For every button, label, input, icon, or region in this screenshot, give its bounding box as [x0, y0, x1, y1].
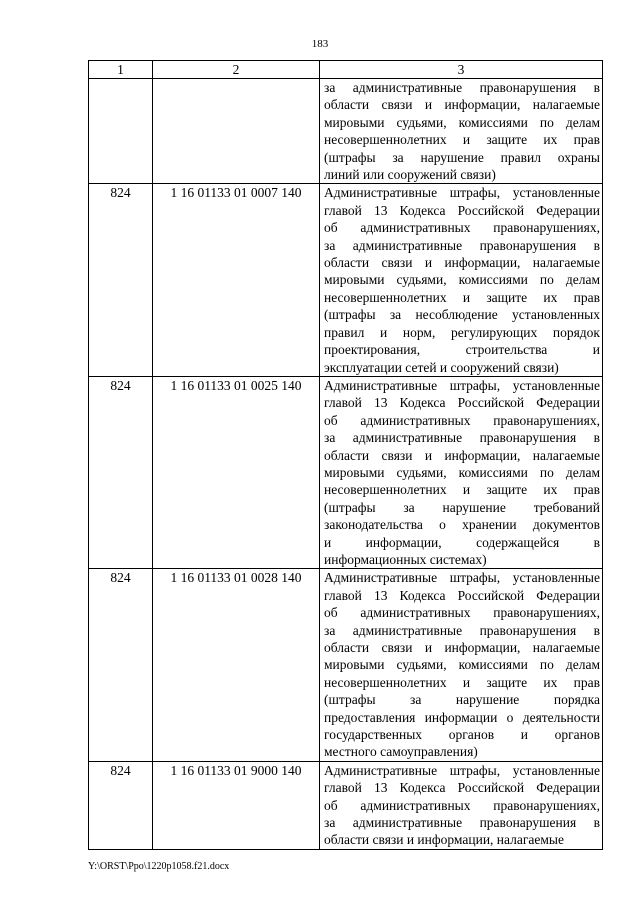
column-header: 1 [89, 61, 153, 79]
description-line: Административные штрафы, установленные [324, 570, 600, 586]
description-line: информационных системах) [324, 551, 487, 567]
table-header-row [89, 61, 603, 79]
description-line: мировыми судьями, комиссиями по делам [324, 657, 600, 673]
description-line: несовершеннолетних и защите их прав [324, 132, 600, 148]
table-body [89, 79, 603, 850]
description-cell [320, 761, 603, 849]
table-row [89, 184, 603, 376]
description-line: главой 13 Кодекса Российской Федерации [324, 202, 600, 218]
description-line: главой 13 Кодекса Российской Федерации [324, 395, 600, 411]
budget-code-cell [153, 79, 320, 184]
description-line: законодательства о хранении документов [324, 517, 600, 533]
page-number: 183 [311, 38, 329, 50]
description-line: несовершеннолетних и защите их прав [324, 674, 600, 690]
description-line: проектирования, строительства и [324, 342, 600, 358]
description-line: области связи и информации, налагаемые [324, 97, 600, 113]
description-line: мировыми судьями, комиссиями по делам [324, 464, 600, 480]
description-line: об административных правонарушениях, [324, 220, 600, 236]
description-line: об административных правонарушениях, [324, 412, 600, 428]
description-line: (штрафы за нарушение порядка [324, 692, 600, 708]
description-line: за административные правонарушения в [324, 430, 600, 446]
description-line: за административные правонарушения в [324, 237, 600, 253]
description-line: предоставления информации о деятельности [324, 709, 600, 725]
admin-code-cell: 824 [89, 376, 153, 568]
description-line: правил и норм, регулирующих порядок [324, 324, 600, 340]
description-line: области связи и информации, налагаемые [324, 832, 564, 848]
description-line: (штрафы за нарушение правил охраны [324, 149, 600, 165]
description-line: области связи и информации, налагаемые [324, 255, 600, 271]
description-line: Административные штрафы, установленные [324, 762, 600, 778]
description-line: главой 13 Кодекса Российской Федерации [324, 587, 600, 603]
budget-codes-table [88, 60, 603, 850]
table-row [89, 376, 603, 568]
description-line: Административные штрафы, установленные [324, 185, 600, 201]
description-line: мировыми судьями, комиссиями по делам [324, 272, 600, 288]
document-file-path: Y:\ORST\Ppo\1220p1058.f21.docx [88, 861, 230, 872]
table-row [89, 79, 603, 184]
description-line: за административные правонарушения в [324, 622, 600, 638]
column-header: 2 [153, 61, 320, 79]
description-line: линий или сооружений связи) [324, 167, 496, 183]
table-row [89, 761, 603, 849]
description-line: несовершеннолетних и защите их прав [324, 289, 600, 305]
description-line: (штрафы за нарушение требований [324, 499, 600, 515]
budget-code-cell: 1 16 01133 01 0007 140 [153, 184, 320, 376]
budget-code-cell: 1 16 01133 01 9000 140 [153, 761, 320, 849]
description-cell [320, 79, 603, 184]
description-line: об административных правонарушениях, [324, 605, 600, 621]
description-line: за административные правонарушения в [324, 815, 600, 831]
admin-code-cell: 824 [89, 184, 153, 376]
description-line: области связи и информации, налагаемые [324, 640, 600, 655]
admin-code-cell [89, 79, 153, 184]
admin-code-cell: 824 [89, 569, 153, 761]
description-line: местного самоуправления) [324, 744, 478, 760]
description-cell [320, 184, 603, 376]
budget-code-cell: 1 16 01133 01 0025 140 [153, 376, 320, 568]
description-line: области связи и информации, налагаемые [324, 447, 600, 463]
table-row [89, 569, 603, 761]
description-line: и информации, содержащейся в [324, 534, 600, 550]
description-line: главой 13 Кодекса Российской Федерации [324, 780, 600, 796]
description-line: эксплуатации сетей и сооружений связи) [324, 359, 559, 375]
description-cell [320, 376, 603, 568]
description-line: за административные правонарушения в [324, 80, 600, 95]
budget-code-cell: 1 16 01133 01 0028 140 [153, 569, 320, 761]
description-line: об административных правонарушениях, [324, 797, 600, 813]
description-line: (штрафы за несоблюдение установленных [324, 307, 600, 323]
description-cell [320, 569, 603, 761]
admin-code-cell: 824 [89, 761, 153, 849]
description-line: мировыми судьями, комиссиями по делам [324, 114, 600, 130]
column-header: 3 [320, 61, 603, 79]
description-line: Административные штрафы, установленные [324, 377, 600, 393]
description-line: государственных органов и органов [324, 727, 600, 743]
description-line: несовершеннолетних и защите их прав [324, 482, 600, 498]
